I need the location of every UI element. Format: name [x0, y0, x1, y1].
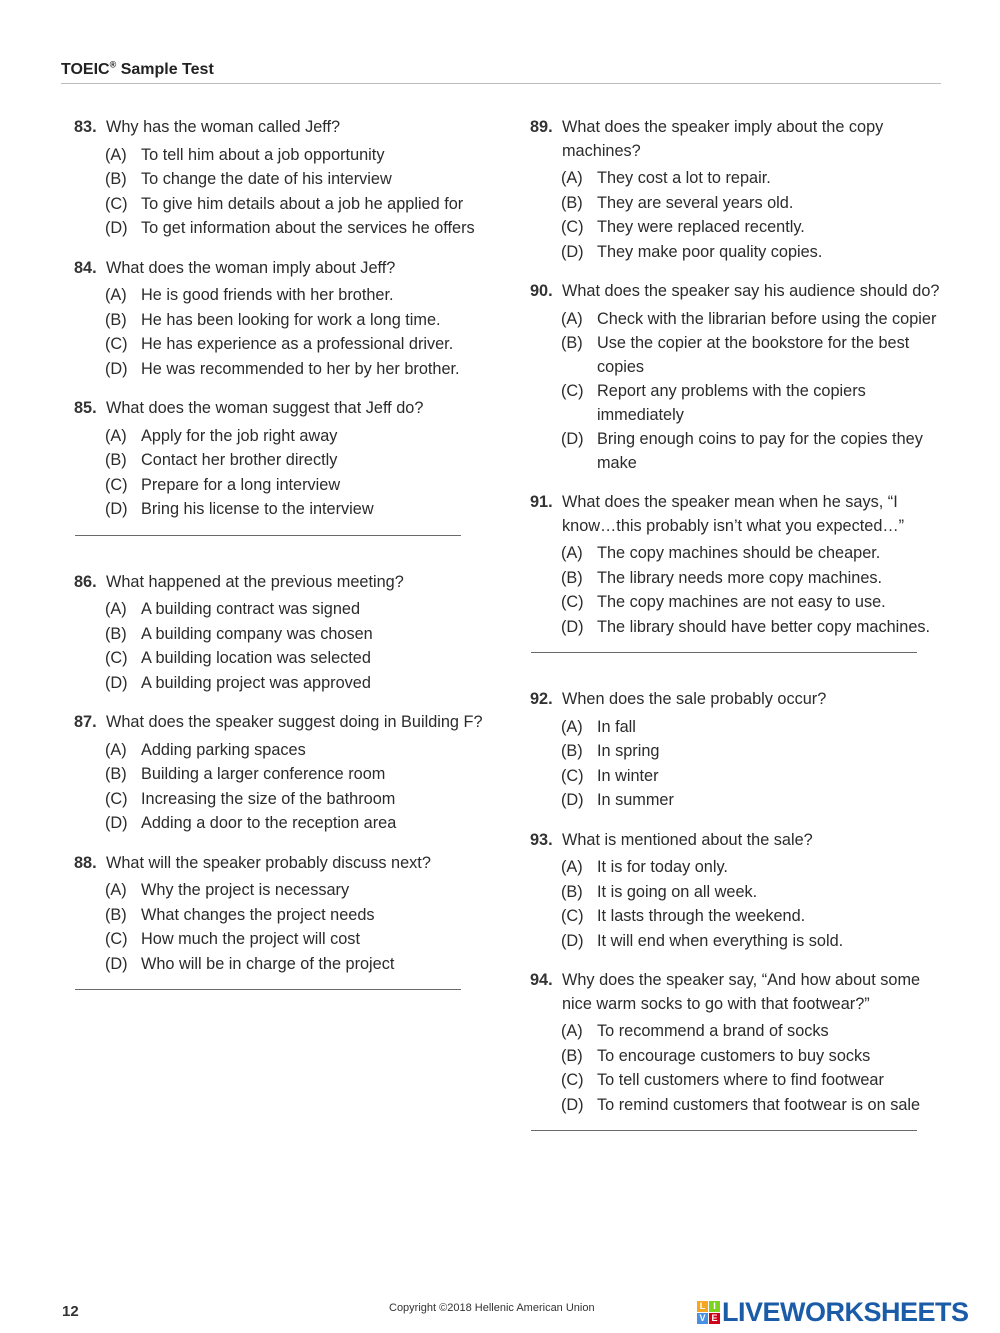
- option-letter: (B): [105, 451, 127, 469]
- answer-options: [530, 308, 950, 476]
- answer-option: [74, 498, 494, 522]
- option-text: In summer: [597, 791, 674, 809]
- option-letter: (B): [105, 905, 127, 924]
- answer-option: [74, 763, 494, 787]
- answer-options: [530, 167, 950, 264]
- option-text: Use the copier at the bookstore for the best copies: [597, 334, 910, 376]
- answer-option: [530, 308, 950, 332]
- answer-option: [530, 881, 950, 905]
- answer-option: [530, 241, 950, 265]
- option-letter: (A): [105, 145, 127, 164]
- copyright-notice: Copyright ©2018 Hellenic American Union: [389, 1302, 595, 1314]
- option-letter: (C): [105, 649, 128, 667]
- answer-option: [74, 672, 494, 696]
- question-number: 90.: [530, 282, 553, 300]
- answer-option: [74, 309, 494, 333]
- answer-option: [530, 428, 950, 475]
- option-letter: (A): [561, 717, 583, 736]
- option-text: It is going on all week.: [597, 882, 758, 901]
- logo-tile: V: [697, 1313, 708, 1324]
- question-block: [530, 688, 950, 813]
- option-text: It lasts through the weekend.: [597, 907, 806, 925]
- option-letter: (D): [105, 673, 128, 692]
- option-text: In spring: [597, 742, 660, 760]
- answer-option: [530, 765, 950, 789]
- option-letter: (D): [561, 242, 584, 261]
- option-letter: (D): [561, 931, 584, 950]
- option-letter: (C): [561, 218, 584, 236]
- option-letter: (C): [561, 382, 584, 400]
- option-letter: (B): [561, 568, 583, 587]
- option-text: Adding a door to the reception area: [141, 814, 397, 832]
- section-divider: [75, 989, 461, 990]
- question-block: [74, 116, 494, 241]
- question-text: Why has the woman called Jeff?: [106, 118, 341, 136]
- question-text: What does the woman imply about Jeff?: [106, 258, 396, 277]
- test-title-rest: Sample Test: [116, 61, 214, 79]
- question-block: [530, 491, 950, 639]
- answer-option: [74, 904, 494, 928]
- question-block: [74, 571, 494, 696]
- option-text: He has experience as a professional driver.: [141, 335, 454, 353]
- option-text: He was recommended to her by her brother.: [141, 359, 460, 378]
- option-text: A building company was chosen: [141, 624, 373, 643]
- question-stem: [530, 688, 950, 712]
- question-block: [74, 397, 494, 522]
- option-text: Bring enough coins to pay for the copies they make: [597, 430, 923, 472]
- question-block: [74, 711, 494, 836]
- answer-option: [530, 542, 950, 566]
- option-letter: (B): [105, 170, 127, 188]
- option-letter: (A): [105, 286, 127, 304]
- option-text: The copy machines should be cheaper.: [597, 544, 881, 562]
- option-letter: (C): [105, 930, 128, 948]
- question-number: 92.: [530, 690, 553, 708]
- option-letter: (D): [105, 954, 128, 973]
- option-text: To change the date of his interview: [141, 170, 392, 188]
- option-text: Prepare for a long interview: [141, 475, 341, 494]
- question-text: What does the speaker suggest doing in Building F?: [106, 713, 483, 731]
- option-text: A building location was selected: [141, 649, 371, 667]
- option-text: He is good friends with her brother.: [141, 286, 394, 304]
- question-number: 89.: [530, 118, 553, 136]
- question-stem: [530, 116, 950, 163]
- question-number: 83.: [74, 118, 97, 136]
- answer-options: [74, 144, 494, 241]
- answer-option: [74, 358, 494, 382]
- answer-option: [74, 474, 494, 498]
- option-letter: (D): [561, 617, 584, 636]
- option-text: In winter: [597, 766, 659, 785]
- option-text: To remind customers that footwear is on sale: [597, 1095, 921, 1114]
- answer-options: [74, 739, 494, 836]
- option-letter: (D): [105, 359, 128, 378]
- option-text: They make poor quality copies.: [597, 242, 823, 261]
- option-letter: (A): [105, 600, 127, 618]
- answer-option: [530, 789, 950, 813]
- option-text: To get information about the services he offers: [141, 219, 475, 237]
- option-letter: (A): [561, 309, 583, 328]
- answer-option: [530, 332, 950, 379]
- question-text: Why does the speaker say, “And how about some nice warm socks to go with that footwear?”: [562, 971, 921, 1013]
- answer-option: [530, 616, 950, 640]
- watermark-text: LIVEWORKSHEETS: [722, 1297, 969, 1327]
- option-letter: (A): [561, 858, 583, 876]
- answer-option: [74, 598, 494, 622]
- option-letter: (C): [561, 1071, 584, 1089]
- option-text: To recommend a brand of socks: [597, 1022, 829, 1040]
- question-block: [74, 852, 494, 977]
- question-text: When does the sale probably occur?: [562, 690, 827, 708]
- option-letter: (D): [105, 814, 128, 832]
- answer-option: [530, 716, 950, 740]
- option-letter: (B): [561, 882, 583, 901]
- answer-option: [530, 930, 950, 954]
- option-text: Check with the librarian before using the copier: [597, 309, 937, 328]
- answer-options: [530, 856, 950, 953]
- question-stem: [74, 852, 494, 876]
- option-letter: (A): [561, 169, 583, 187]
- question-number: 84.: [74, 258, 97, 277]
- question-block: [530, 116, 950, 264]
- test-title: [61, 61, 214, 78]
- answer-option: [74, 217, 494, 241]
- option-text: They were replaced recently.: [597, 218, 805, 236]
- option-text: Apply for the job right away: [141, 426, 338, 445]
- option-letter: (C): [105, 789, 128, 808]
- section-divider: [75, 535, 461, 536]
- question-text: What will the speaker probably discuss next?: [106, 853, 431, 872]
- answer-option: [74, 623, 494, 647]
- answer-option: [74, 333, 494, 357]
- option-text: Why the project is necessary: [141, 881, 350, 899]
- option-text: Increasing the size of the bathroom: [141, 789, 396, 808]
- question-stem: [74, 571, 494, 595]
- answer-option: [530, 192, 950, 216]
- question-block: [530, 280, 950, 475]
- question-text: What does the speaker imply about the copy machines?: [562, 118, 884, 160]
- answer-option: [530, 740, 950, 764]
- answer-option: [530, 856, 950, 880]
- question-text: What happened at the previous meeting?: [106, 572, 404, 591]
- answer-option: [530, 1069, 950, 1093]
- answer-option: [530, 380, 950, 427]
- answer-option: [74, 284, 494, 308]
- question-number: 91.: [530, 493, 553, 511]
- option-letter: (A): [561, 1022, 583, 1040]
- answer-option: [74, 168, 494, 192]
- answer-options: [74, 284, 494, 381]
- option-text: He has been looking for work a long time.: [141, 310, 441, 329]
- question-block: [530, 829, 950, 954]
- answer-option: [530, 591, 950, 615]
- answer-option: [74, 879, 494, 903]
- question-number: 87.: [74, 713, 97, 731]
- option-letter: (B): [105, 624, 127, 643]
- liveworksheets-watermark: [697, 1297, 969, 1328]
- logo-tile: I: [709, 1301, 720, 1312]
- logo-tile: L: [697, 1301, 708, 1312]
- right-question-column: [530, 116, 950, 1166]
- option-text: The library should have better copy machines.: [597, 617, 931, 636]
- option-letter: (C): [561, 766, 584, 785]
- option-text: Bring his license to the interview: [141, 500, 374, 518]
- section-divider: [531, 652, 917, 653]
- option-letter: (B): [561, 193, 583, 212]
- question-block: [74, 257, 494, 382]
- option-text: The copy machines are not easy to use.: [597, 593, 886, 611]
- question-text: What is mentioned about the sale?: [562, 830, 813, 849]
- option-text: To encourage customers to buy socks: [597, 1046, 871, 1065]
- option-letter: (C): [561, 593, 584, 611]
- answer-option: [74, 928, 494, 952]
- option-text: To tell customers where to find footwear: [597, 1071, 884, 1089]
- option-text: To tell him about a job opportunity: [141, 145, 385, 164]
- question-stem: [74, 711, 494, 735]
- question-stem: [74, 397, 494, 421]
- page-header: [61, 60, 941, 84]
- option-letter: (D): [561, 430, 584, 448]
- answer-options: [530, 542, 950, 639]
- question-block: [530, 969, 950, 1117]
- answer-option: [530, 1045, 950, 1069]
- option-text: It is for today only.: [597, 858, 728, 876]
- liveworksheets-logo-icon: [697, 1301, 720, 1324]
- answer-options: [530, 1020, 950, 1117]
- question-number: 86.: [74, 572, 97, 591]
- option-text: Building a larger conference room: [141, 765, 386, 783]
- answer-option: [74, 425, 494, 449]
- answer-option: [74, 739, 494, 763]
- option-text: In fall: [597, 717, 636, 736]
- registered-mark: ®: [109, 60, 117, 70]
- question-stem: [530, 829, 950, 853]
- question-stem: [530, 491, 950, 538]
- answer-option: [530, 216, 950, 240]
- answer-option: [74, 449, 494, 473]
- option-letter: (A): [105, 881, 127, 899]
- option-letter: (C): [561, 907, 584, 925]
- question-number: 94.: [530, 971, 553, 989]
- option-text: They cost a lot to repair.: [597, 169, 771, 187]
- option-letter: (B): [561, 1046, 583, 1065]
- option-text: The library needs more copy machines.: [597, 568, 883, 587]
- option-text: A building contract was signed: [141, 600, 361, 618]
- option-text: Contact her brother directly: [141, 451, 338, 469]
- option-text: To give him details about a job he applied for: [141, 194, 464, 213]
- answer-options: [530, 716, 950, 813]
- question-text: What does the speaker mean when he says, “I know…this probably isn’t what you expected…”: [562, 493, 905, 535]
- option-letter: (B): [105, 765, 127, 783]
- test-title-brand: TOEIC: [61, 61, 110, 79]
- answer-option: [74, 812, 494, 836]
- answer-options: [74, 598, 494, 695]
- option-letter: (B): [561, 334, 583, 352]
- question-stem: [74, 116, 494, 140]
- option-text: A building project was approved: [141, 673, 371, 692]
- option-letter: (B): [561, 742, 583, 760]
- question-number: 85.: [74, 399, 97, 417]
- question-stem: [530, 969, 950, 1016]
- question-number: 93.: [530, 830, 553, 849]
- option-letter: (A): [105, 740, 127, 759]
- answer-option: [74, 788, 494, 812]
- option-letter: (D): [561, 1095, 584, 1114]
- question-text: What does the woman suggest that Jeff do?: [106, 399, 424, 417]
- option-letter: (D): [561, 791, 584, 809]
- option-letter: (C): [105, 194, 128, 213]
- option-text: Adding parking spaces: [141, 740, 306, 759]
- answer-option: [530, 167, 950, 191]
- answer-option: [530, 1094, 950, 1118]
- answer-options: [74, 879, 494, 976]
- logo-tile: E: [709, 1313, 720, 1324]
- answer-option: [74, 144, 494, 168]
- option-text: How much the project will cost: [141, 930, 360, 948]
- option-letter: (C): [105, 475, 128, 494]
- option-text: Report any problems with the copiers immediately: [597, 382, 866, 424]
- answer-options: [74, 425, 494, 522]
- answer-option: [530, 1020, 950, 1044]
- question-number: 88.: [74, 853, 97, 872]
- option-letter: (B): [105, 310, 127, 329]
- option-text: They are several years old.: [597, 193, 794, 212]
- answer-option: [530, 905, 950, 929]
- question-stem: [74, 257, 494, 281]
- answer-option: [530, 567, 950, 591]
- option-text: What changes the project needs: [141, 905, 375, 924]
- answer-option: [74, 193, 494, 217]
- option-text: Who will be in charge of the project: [141, 954, 395, 973]
- question-stem: [530, 280, 950, 304]
- option-letter: (D): [105, 500, 128, 518]
- option-letter: (A): [105, 426, 127, 445]
- option-letter: (D): [105, 219, 128, 237]
- option-letter: (C): [105, 335, 128, 353]
- option-text: It will end when everything is sold.: [597, 931, 844, 950]
- option-letter: (A): [561, 544, 583, 562]
- answer-option: [74, 953, 494, 977]
- page-number: 12: [62, 1303, 79, 1320]
- left-question-column: [74, 116, 494, 1025]
- answer-option: [74, 647, 494, 671]
- section-divider: [531, 1130, 917, 1131]
- question-text: What does the speaker say his audience should do?: [562, 282, 940, 300]
